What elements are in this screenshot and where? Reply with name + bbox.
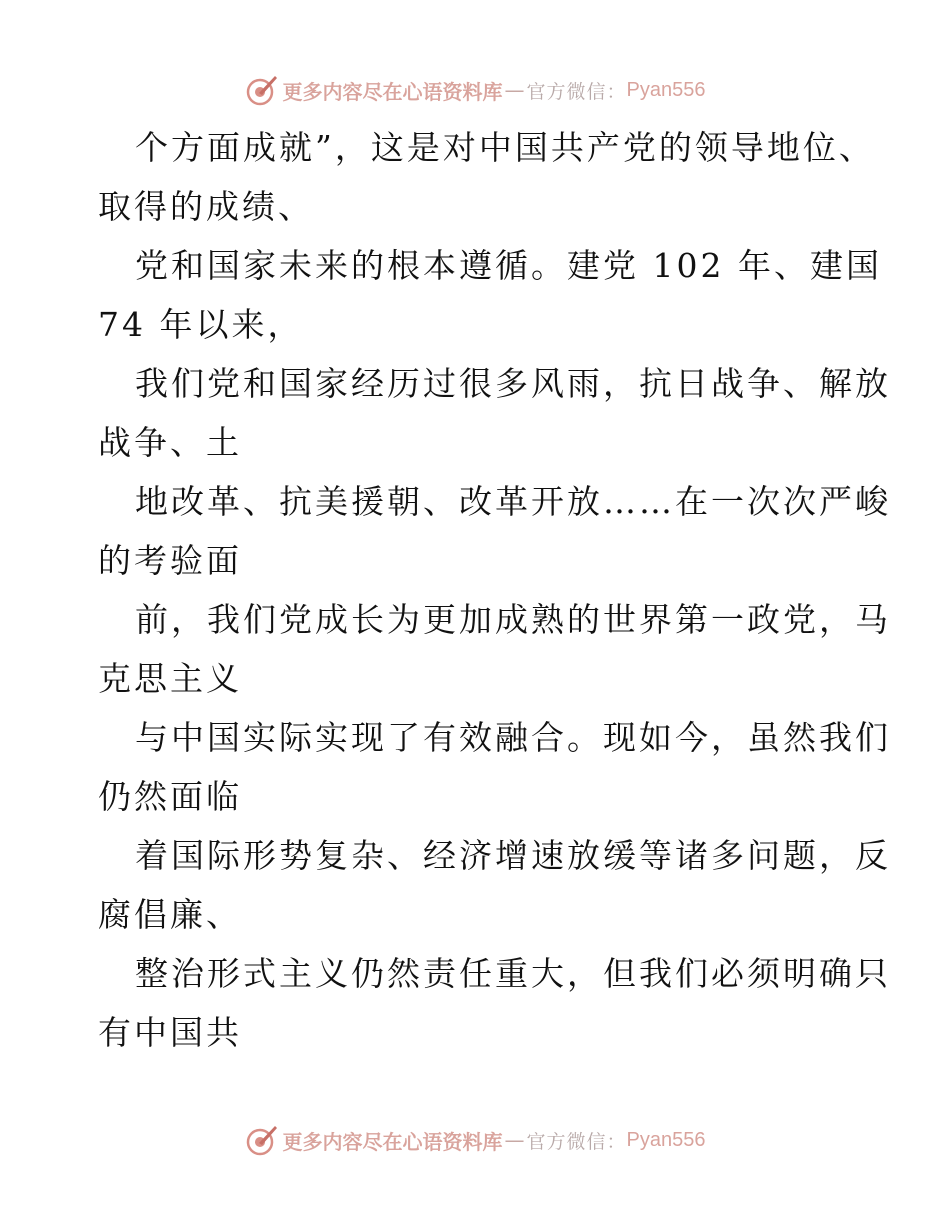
watermark-wechat-id: Pyan556 [626,1128,706,1151]
text-line-4: 74 年以来， [98,305,304,344]
watermark-official-label: 官方微信： [526,80,627,103]
watermark-wechat-id: Pyan556 [626,78,706,101]
text-line-1: 个方面成就”，这是对中国共产党的领导地位、 [135,128,875,167]
header-watermark [0,70,950,110]
text-line-11: 与中国实际实现了有效融合。现如今，虽然我们 [135,718,891,757]
watermark-official-label: 官方微信： [526,1130,627,1153]
watermark-dash: — [504,1128,525,1152]
watermark-site-text: 更多内容尽在心语资料库 [282,79,503,104]
document-body [98,118,891,1062]
text-line-7: 地改革、抗美援朝、改革开放……在一次次严峻 [135,482,891,521]
quill-logo-icon [245,1123,279,1157]
quill-logo-icon [245,73,279,107]
text-line-6: 战争、土 [98,423,242,462]
text-line-12: 仍然面临 [98,777,242,816]
text-line-13: 着国际形势复杂、经济增速放缓等诸多问题，反 [135,836,891,875]
text-line-14: 腐倡廉、 [98,895,242,934]
footer-watermark [0,1120,950,1160]
text-line-16: 有中国共 [98,1013,242,1052]
text-line-10: 克思主义 [98,659,242,698]
text-line-8: 的考验面 [98,541,242,580]
text-line-9: 前，我们党成长为更加成熟的世界第一政党，马 [135,600,891,639]
watermark-site-text: 更多内容尽在心语资料库 [282,1129,503,1154]
text-line-2: 取得的成绩、 [98,187,314,226]
text-line-15: 整治形式主义仍然责任重大，但我们必须明确只 [135,954,891,993]
text-line-3: 党和国家未来的根本遵循。建党 102 年、建国 [135,246,882,285]
watermark-dash: — [504,78,525,102]
text-line-5: 我们党和国家经历过很多风雨，抗日战争、解放 [135,364,891,403]
